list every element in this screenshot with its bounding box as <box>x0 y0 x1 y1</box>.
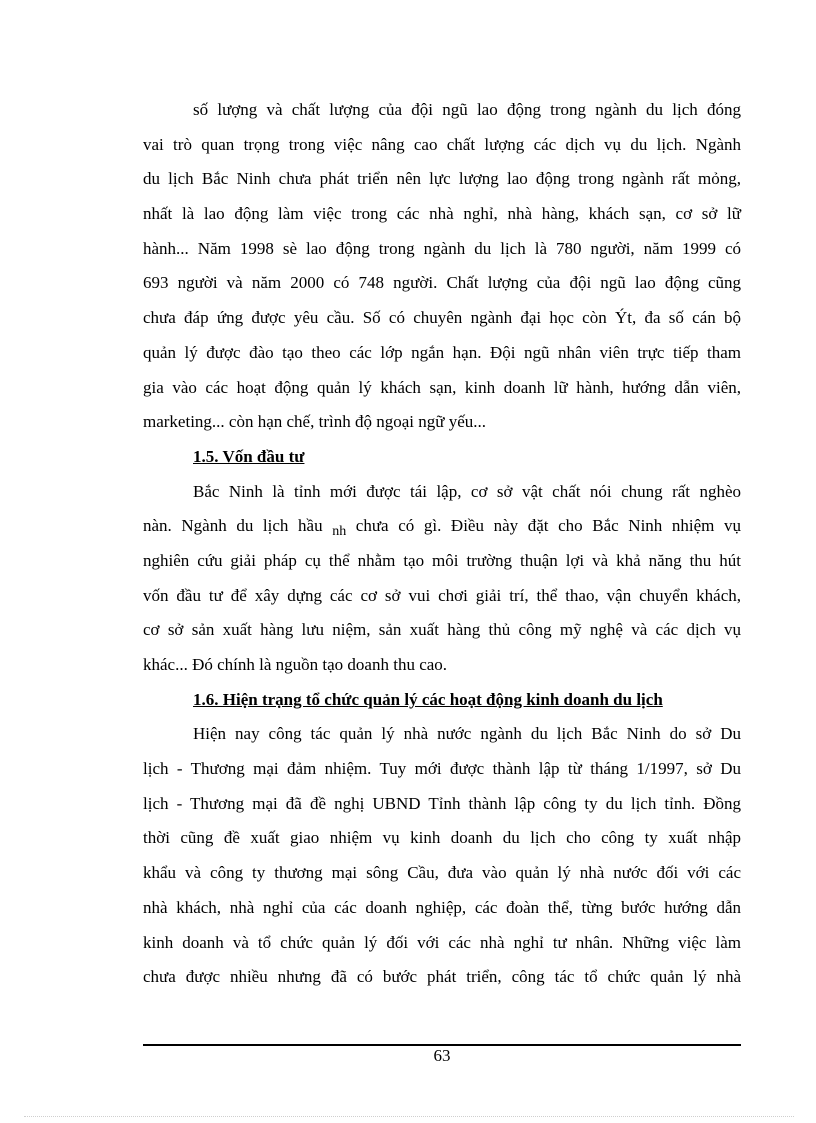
paragraph-line: 693 người và năm 2000 có 748 người. Chất lượng của đội ngũ lao động cũng <box>143 273 741 293</box>
paragraph-line: khác... Đó chính là nguồn tạo doanh thu cao. <box>143 655 448 674</box>
paragraph-line: số lượng và chất lượng của đội ngũ lao động trong ngành du lịch đóng <box>193 100 741 119</box>
paragraph-line: cơ sở sản xuất hàng lưu niệm, sản xuất hàng thủ công mỹ nghệ và các dịch vụ <box>143 620 741 640</box>
paragraph-line: gia vào các hoạt động quản lý khách sạn, kinh doanh lữ hành, hướng dẫn viên, <box>143 377 741 397</box>
paragraph-line: nhà khách, nhà nghỉ của các doanh nghiệp, các đoàn thể, từng bước hướng dẫn <box>143 897 741 917</box>
paragraph-line: lịch - Thương mại đảm nhiệm. Tuy mới được thành lập từ tháng 1/1997, sở Du <box>143 759 741 779</box>
section-heading-1-6: 1.6. Hiện trạng tổ chức quản lý các hoạt động kinh doanh du lịch <box>193 689 663 709</box>
paragraph-line: lịch - Thương mại đã đề nghị UBND Tỉnh thành lập công ty du lịch tỉnh. Đồng <box>143 793 741 813</box>
paragraph-line: vai trò quan trọng trong việc nâng cao chất lượng các dịch vụ du lịch. Ngành <box>143 134 741 154</box>
paragraph-line: Bắc Ninh là tỉnh mới được tái lập, cơ sở vật chất nói chung rất nghèo <box>193 481 741 501</box>
paragraph-line: vốn đầu tư để xây dựng các cơ sở vui chơi giải trí, thể thao, vận chuyển khách, <box>143 585 741 605</box>
paragraph-line: chưa được nhiều nhưng đã có bước phát triển, công tác tổ chức quản lý nhà <box>143 967 741 987</box>
paragraph-line: khẩu và công ty thương mại sông Cầu, đưa vào quản lý nhà nước đối với các <box>143 863 741 883</box>
paragraph-line: nhất là lao động làm việc trong các nhà nghỉ, nhà hàng, khách sạn, cơ sở lữ <box>143 204 741 224</box>
paragraph-line <box>143 509 741 544</box>
page-bottom-border <box>24 1116 794 1117</box>
paragraph-line: chưa đáp ứng được yêu cầu. Số có chuyên ngành đại học còn Ýt, đa số cán bộ <box>143 308 741 328</box>
paragraph-line: kinh doanh và tổ chức quản lý đối với các nhà nghỉ tư nhân. Những việc làm <box>143 932 741 952</box>
section-heading-1-5: 1.5. Vốn đầu tư <box>193 446 305 466</box>
paragraph-line: quản lý được đào tạo theo các lớp ngắn hạn. Đội ngũ nhân viên trực tiếp tham <box>143 342 741 362</box>
document-body <box>143 93 741 995</box>
paragraph-line: Hiện nay công tác quản lý nhà nước ngành du lịch Bắc Ninh do sở Du <box>193 724 741 744</box>
text-run: nàn. Ngành du lịch hầu <box>143 516 333 536</box>
subscript-text: nh <box>332 524 347 540</box>
paragraph-line: du lịch Bắc Ninh chưa phát triển nên lực lượng lao động trong ngành rất mỏng, <box>143 169 741 189</box>
paragraph-line: marketing... còn hạn chế, trình độ ngoại ngữ yếu... <box>143 412 486 432</box>
text-run: chưa có gì. Điều này đặt cho Bắc Ninh nhiệm vụ <box>346 516 741 536</box>
paragraph-line: hành... Năm 1998 sè lao động trong ngành du lịch là 780 người, năm 1999 có <box>143 238 741 258</box>
page-number: 63 <box>433 1046 451 1065</box>
paragraph-line: nghiên cứu giải pháp cụ thể nhằm tạo môi trường thuận lợi và khả năng thu hút <box>143 550 741 570</box>
paragraph-line: thời cũng đề xuất giao nhiệm vụ kinh doanh du lịch cho công ty xuất nhập <box>143 828 741 848</box>
